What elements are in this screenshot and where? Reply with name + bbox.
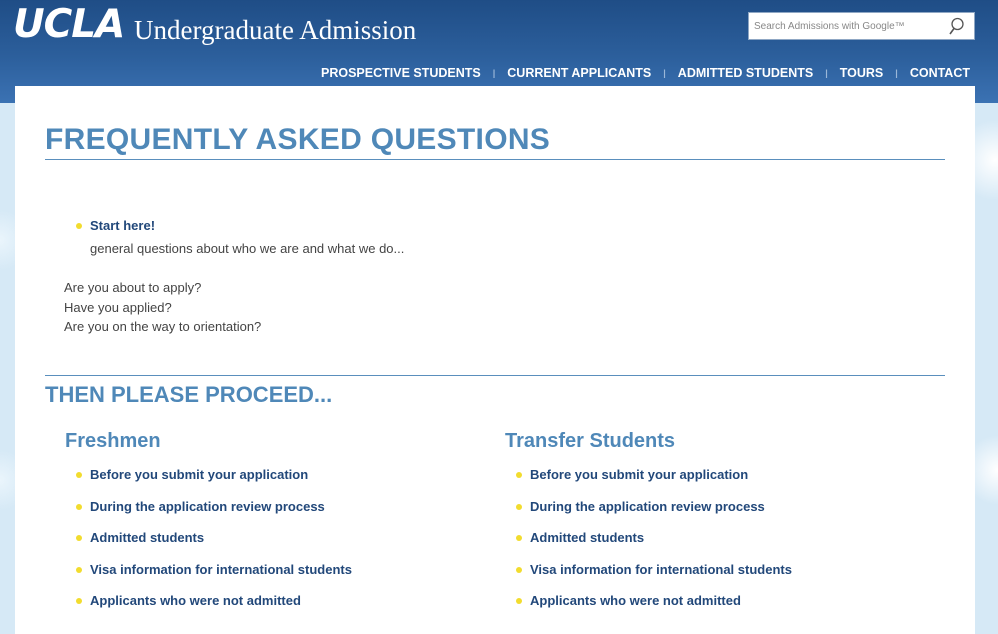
bullet-icon	[76, 535, 82, 541]
list-item	[76, 498, 352, 530]
bullet-icon	[516, 504, 522, 510]
main-content	[15, 86, 975, 634]
list-item	[76, 466, 352, 498]
freshmen-admitted-link[interactable]: Admitted students	[90, 530, 205, 546]
nav-prospective-students[interactable]: PROSPECTIVE STUDENTS	[321, 66, 481, 80]
transfer-admitted-link[interactable]: Admitted students	[530, 530, 645, 546]
freshmen-before-submit-link[interactable]: Before you submit your application	[90, 467, 309, 482]
nav-separator: |	[895, 68, 898, 78]
list-item	[516, 561, 792, 593]
bullet-icon	[516, 472, 522, 478]
freshmen-not-admitted-link[interactable]: Applicants who were not admitted	[90, 593, 301, 609]
transfer-visa-link[interactable]: Visa information for international students	[530, 561, 792, 577]
bullet-icon	[516, 598, 522, 604]
bullet-icon	[76, 472, 82, 478]
title-divider	[45, 159, 945, 160]
search-box	[748, 12, 975, 40]
transfer-heading: Transfer Students	[505, 430, 676, 452]
transfer-not-admitted-link[interactable]: Applicants who were not admitted	[530, 593, 741, 609]
nav-tours[interactable]: TOURS	[839, 66, 884, 80]
nav-admitted-students[interactable]: ADMITTED STUDENTS	[677, 66, 814, 80]
list-item	[76, 592, 352, 624]
bullet-icon	[516, 535, 522, 541]
nav-separator: |	[663, 68, 666, 78]
transfer-review-process-link[interactable]: During the application review process	[530, 498, 765, 514]
nav-separator: |	[825, 68, 828, 78]
question-text: Are you about to apply?	[64, 280, 202, 295]
freshmen-links	[76, 466, 352, 624]
question-prompts	[64, 278, 261, 337]
search-icon[interactable]	[948, 17, 965, 36]
bullet-icon	[516, 567, 522, 573]
bullet-icon	[76, 567, 82, 573]
ucla-logo[interactable]: UCLA	[13, 2, 125, 47]
list-item	[516, 498, 792, 530]
start-list	[76, 217, 404, 256]
nav-contact[interactable]: CONTACT	[909, 66, 970, 80]
proceed-heading: THEN PLEASE PROCEED...	[45, 382, 333, 407]
freshmen-heading: Freshmen	[65, 430, 161, 452]
list-item	[76, 529, 352, 561]
transfer-before-submit-link[interactable]: Before you submit your application	[530, 467, 749, 482]
page-title: FREQUENTLY ASKED QUESTIONS	[45, 123, 551, 156]
nav-current-applicants[interactable]: CURRENT APPLICANTS	[507, 66, 652, 80]
main-nav	[321, 65, 970, 81]
freshmen-review-process-link[interactable]: During the application review process	[90, 498, 325, 514]
nav-separator: |	[492, 68, 496, 78]
search-input[interactable]	[754, 17, 939, 35]
start-here-link[interactable]: Start here!	[90, 218, 156, 233]
list-item	[76, 217, 404, 256]
bullet-icon	[76, 504, 82, 510]
list-item	[516, 529, 792, 561]
transfer-links	[516, 466, 792, 624]
question-text: Are you on the way to orientation?	[64, 319, 262, 334]
list-item	[516, 592, 792, 624]
site-title[interactable]: Undergraduate Admission	[134, 15, 417, 45]
freshmen-visa-link[interactable]: Visa information for international students	[90, 561, 352, 577]
bullet-icon	[76, 223, 82, 229]
list-item	[76, 561, 352, 593]
section-divider	[45, 375, 945, 376]
bullet-icon	[76, 598, 82, 604]
list-item	[516, 466, 792, 498]
question-text: Have you applied?	[64, 299, 172, 315]
start-description: general questions about who we are and what we do...	[90, 241, 405, 256]
